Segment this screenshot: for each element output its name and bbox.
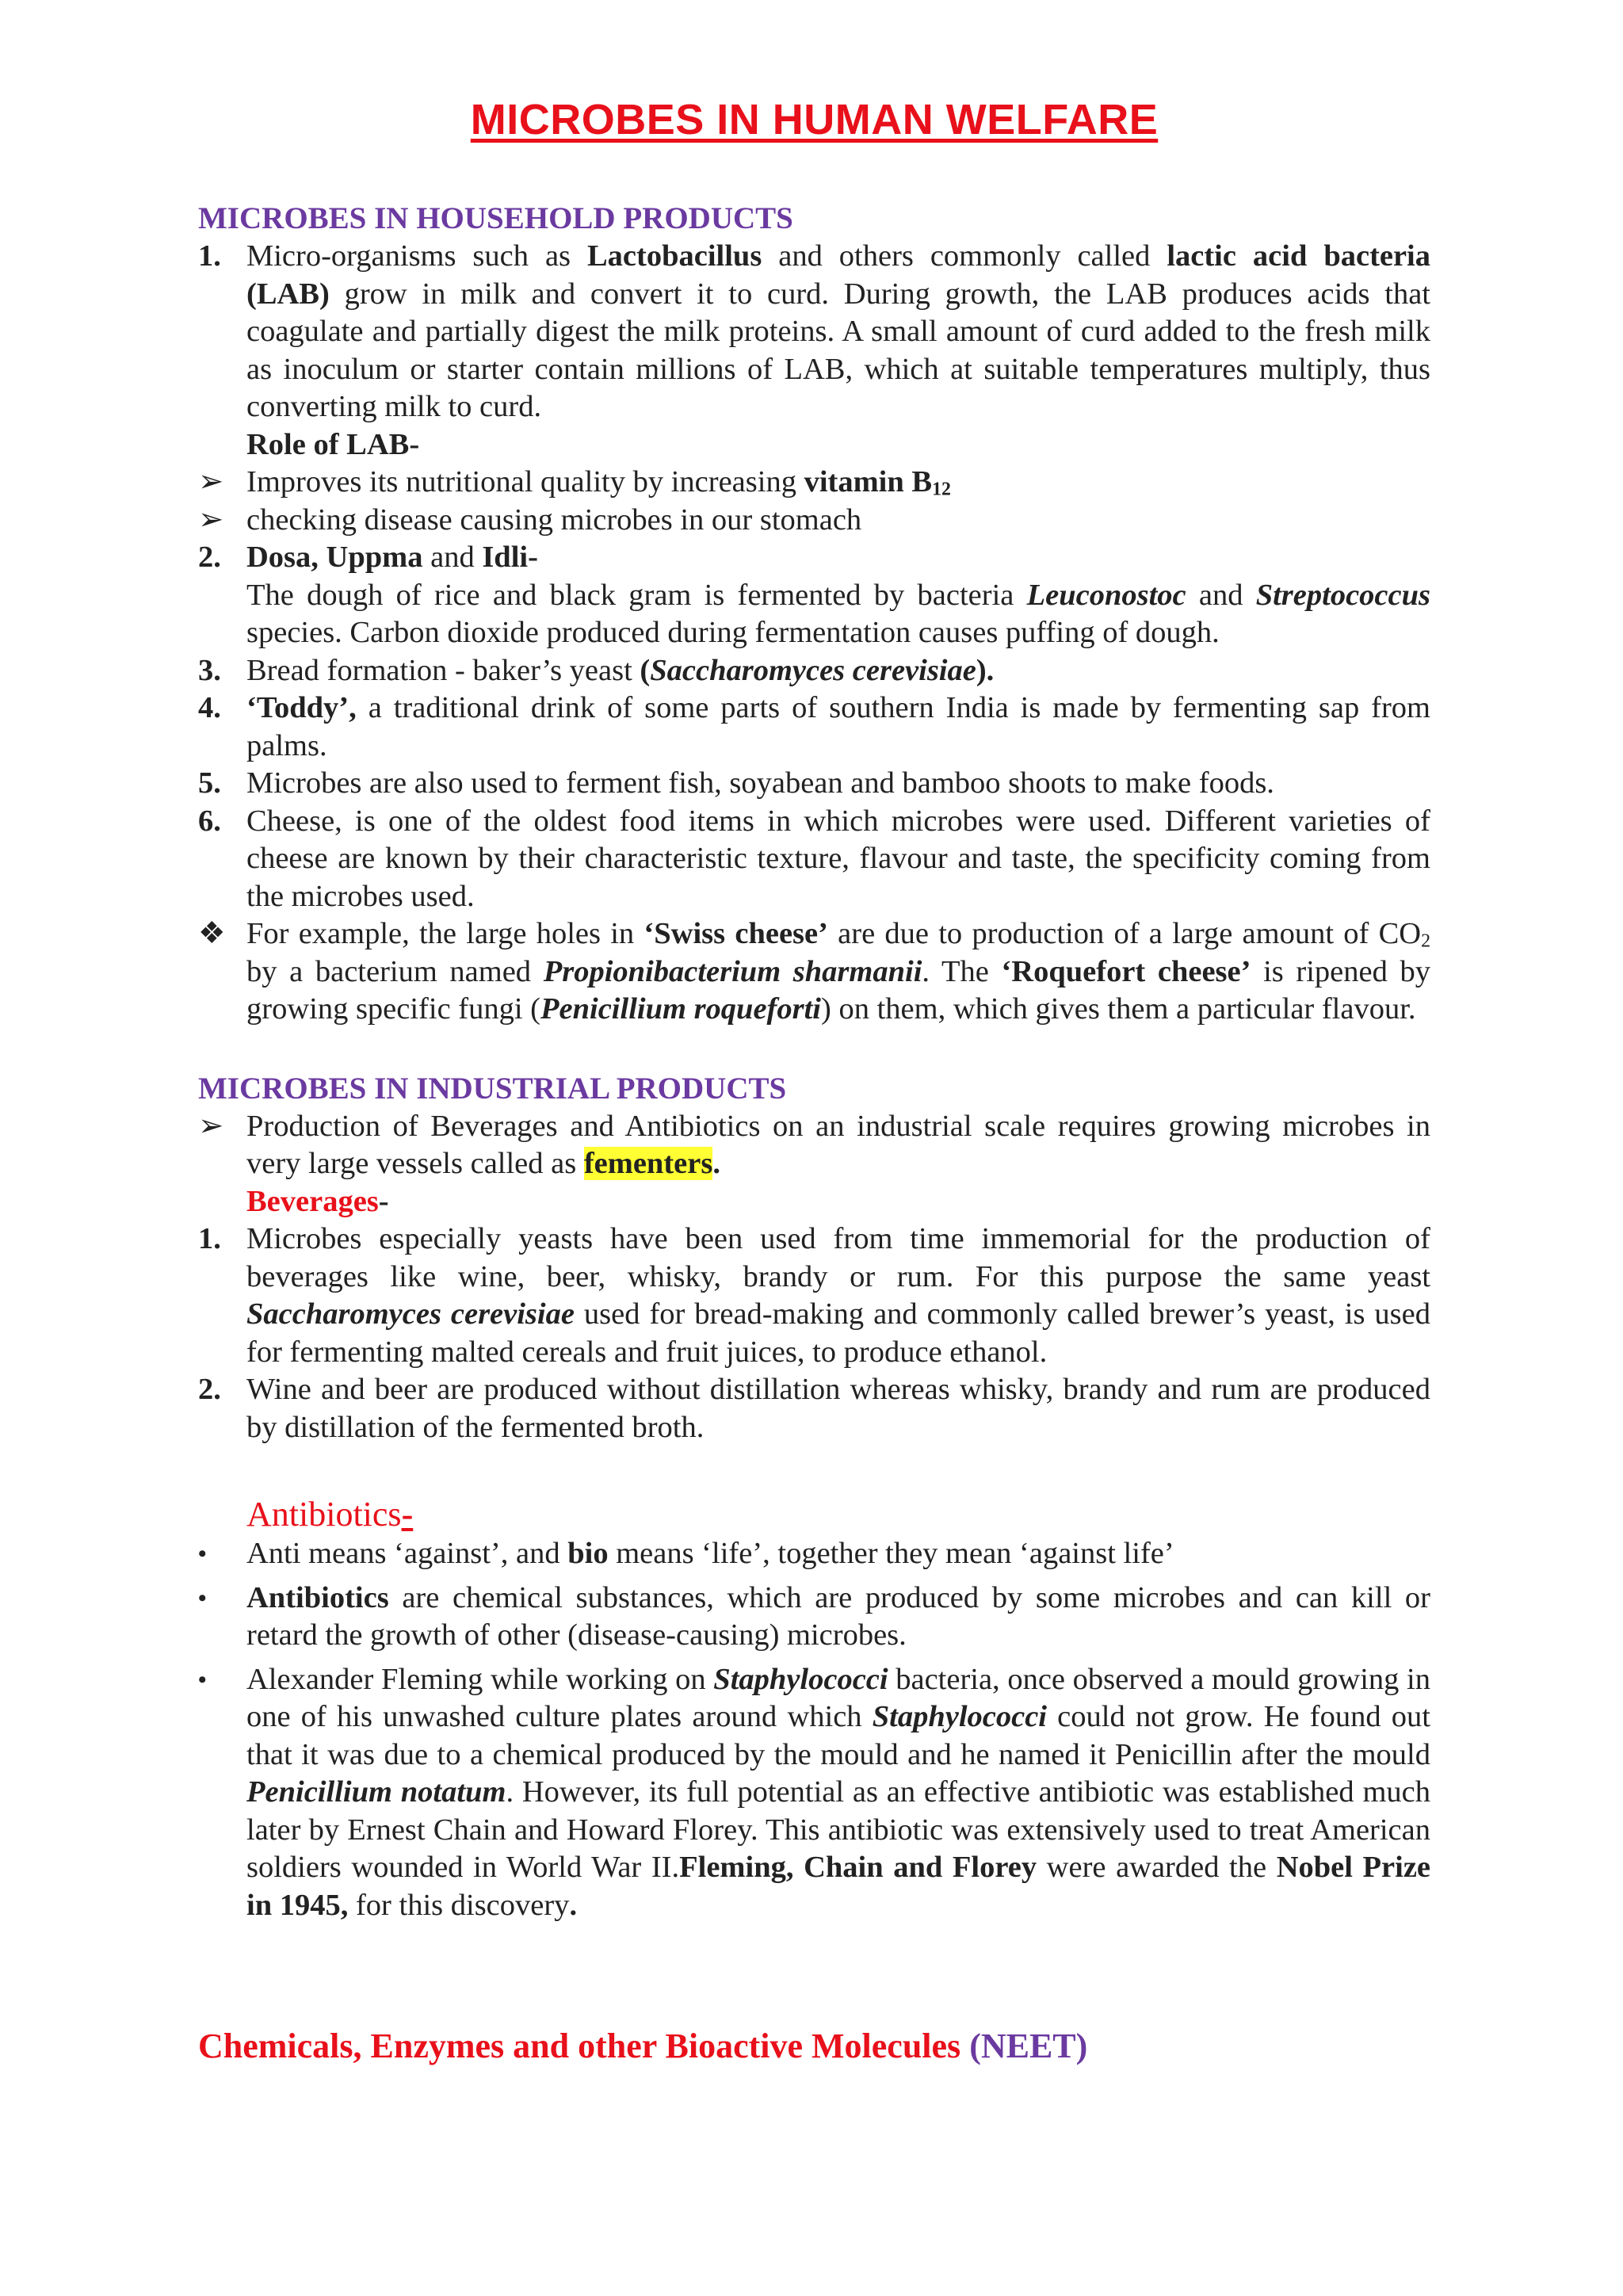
page-title: MICROBES IN HUMAN WELFARE (470, 96, 1159, 143)
antibiotics-heading (198, 1494, 1430, 1535)
text: Anti means ‘against’, and (246, 1537, 568, 1570)
list-item-1 (198, 238, 1430, 426)
bullet-icon: • (198, 1541, 207, 1567)
text: Microbes especially yeasts have been used from time immemorial for the production of beverages like wine, beer, whisky, brandy or rum. For this purpose the same yeast (246, 1222, 1430, 1293)
list-item-role-1 (198, 464, 1430, 502)
text: . (712, 1147, 720, 1180)
list-item-bev-2 (198, 1371, 1430, 1446)
term-leuconostoc: Leuconostoc (1026, 578, 1186, 612)
term-vitamin: vitamin B (804, 465, 933, 499)
highlight-fementers: fementers (583, 1147, 713, 1180)
text: checking disease causing microbes in our stomach (246, 502, 862, 537)
diamond-bullet-icon: ❖ (198, 917, 226, 950)
text: are chemical substances, which are produced by some microbes and can kill or retard the growth of other (disease-causing) microbes. (246, 1580, 1430, 1652)
list-item-bev-1 (198, 1221, 1430, 1371)
term-nobel-prize: Nobel Prize in 1945, (246, 1851, 1431, 1922)
term-idli: Idli- (482, 541, 538, 574)
chemicals-title: Chemicals, Enzymes and other Bioactive Molecules (198, 2027, 970, 2065)
list-item-example (198, 915, 1430, 1029)
text: bacteria, once observed a mould growing in one of his unwashed culture plates around which (246, 1662, 1430, 1733)
document-page (198, 95, 1430, 2067)
text: Production of Beverages and Antibiotics on an industrial scale requires growing microbes in very large vessels called as (246, 1109, 1430, 1180)
term-roquefort-cheese: ‘Roquefort cheese’ (1001, 954, 1251, 988)
text: means ‘life’, together they mean ‘against life’ (608, 1537, 1174, 1570)
text: ) on them, which gives them a particular flavour. (821, 992, 1416, 1026)
text: Alexander Fleming while working on (246, 1662, 714, 1696)
term-saccharomyces: Saccharomyces cerevisiae (650, 653, 976, 687)
list-item-3 (198, 652, 1430, 690)
text: grow in milk and convert it to curd. During growth, the LAB produces acids that coagulate and partially digest the milk proteins. A small amount of curd added to the fresh milk as inoculum or starter contain millions of LAB, which at suitable temperatures multiply, thus converting milk to curd. (246, 277, 1430, 423)
text: could not grow. He found out that it was due to a chemical produced by the mould and he named it Penicillin after the mould (246, 1700, 1430, 1771)
term-swiss-cheese: ‘Swiss cheese’ (643, 917, 828, 950)
paren: ( (640, 653, 651, 687)
text: used for bread-making and commonly called brewer’s yeast, is used for fermenting malted cereals and fruit juices, to produce ethanol. (246, 1297, 1430, 1369)
term-bio: bio (567, 1537, 609, 1570)
term-streptococcus: Streptococcus (1255, 578, 1430, 612)
term-dosa-uppma: Dosa, Uppma (246, 541, 423, 574)
text: The dough of rice and black gram is fermented by bacteria (246, 578, 1027, 612)
text: and (1186, 578, 1256, 612)
item-2-paragraph (198, 577, 1430, 652)
term-penicillium-notatum: Penicillium notatum (246, 1775, 506, 1809)
chemicals-heading (198, 2026, 1430, 2067)
term-lactobacillus: Lactobacillus (586, 239, 762, 273)
term-staphylococci: Staphylococci (713, 1662, 888, 1696)
list-item-5 (198, 765, 1430, 803)
role-of-lab-label: Role of LAB- (246, 427, 420, 461)
dash: - (378, 1184, 389, 1218)
item-number: 1. (198, 1222, 221, 1255)
subscript: 12 (932, 479, 951, 500)
spacer (198, 1029, 1430, 1070)
list-item-industrial-intro (198, 1108, 1430, 1183)
antibiotics-label: Antibiotics (246, 1495, 402, 1534)
text: Cheese, is one of the oldest food items in which microbes were used. Different varieties of cheese are known by their characteristic texture, flavour and taste, the specificity coming from the microbes used. (246, 804, 1430, 913)
text: species. Carbon dioxide produced during fermentation causes puffing of dough. (246, 616, 1220, 649)
term-staphylococci: Staphylococci (872, 1700, 1047, 1733)
list-item-role-2 (198, 502, 1430, 540)
text: is ripened by growing specific fungi ( (246, 954, 1430, 1026)
item-number: 3. (198, 653, 221, 687)
text: for this discovery (348, 1888, 570, 1922)
term-antibiotics: Antibiotics (246, 1580, 389, 1614)
text: Bread formation - baker’s yeast (246, 653, 640, 687)
section-heading-household: MICROBES IN HOUSEHOLD PRODUCTS (198, 201, 793, 235)
beverages-text: Beverages (246, 1184, 379, 1218)
list-item-4 (198, 690, 1430, 765)
item-number: 6. (198, 804, 221, 838)
term-lab: lactic acid bacteria (LAB) (246, 239, 1431, 311)
arrow-bullet-icon: ➢ (198, 465, 224, 499)
list-item-2 (198, 539, 1430, 577)
list-item-anti-1 (198, 1535, 1430, 1573)
section-heading-industrial: MICROBES IN INDUSTRIAL PRODUCTS (198, 1071, 787, 1106)
term-toddy: ‘Toddy’, (246, 691, 357, 724)
item-number: 2. (198, 541, 221, 574)
text: by a bacterium named (246, 954, 544, 988)
term-propionibacterium: Propionibacterium sharmanii (543, 954, 922, 988)
term-penicillium-roqueforti: Penicillium roqueforti (540, 992, 822, 1026)
arrow-bullet-icon: ➢ (198, 1109, 224, 1143)
bullet-icon: • (198, 1666, 207, 1693)
bullet-icon: • (198, 1584, 207, 1611)
subscript: 2 (1421, 930, 1430, 952)
text: Wine and beer are produced without distillation whereas whisky, brandy and rum are produced by distillation of the fermented broth. (246, 1373, 1430, 1444)
list-item-6 (198, 803, 1430, 916)
item-number: 5. (198, 766, 221, 800)
text: were awarded the (1037, 1851, 1277, 1884)
list-item-anti-2 (198, 1580, 1430, 1655)
text: For example, the large holes in (246, 917, 644, 950)
text: . The (922, 954, 1002, 988)
item-number: 2. (198, 1373, 221, 1406)
beverages-label (198, 1183, 1430, 1221)
text: . However, its full potential as an effective antibiotic was established much later by Ernest Chain and Howard Florey. This antibiotic was extensively used to treat American soldiers wounded in World War II. (246, 1775, 1430, 1884)
term-saccharomyces: Saccharomyces cerevisiae (246, 1297, 575, 1331)
dash: - (401, 1495, 414, 1534)
text: Microbes are also used to ferment fish, soyabean and bamboo shoots to make foods. (246, 766, 1274, 800)
text: are due to production of a large amount of CO (827, 917, 1422, 950)
list-item-anti-3 (198, 1661, 1430, 1925)
item-number: 4. (198, 691, 221, 724)
period: . (569, 1888, 578, 1922)
item-number: 1. (198, 239, 221, 273)
text: and others commonly called (762, 239, 1167, 273)
text: and (422, 541, 483, 574)
text: a traditional drink of some parts of southern India is made by fermenting sap from palms. (246, 691, 1430, 762)
paren: ). (976, 653, 995, 687)
arrow-bullet-icon: ➢ (198, 502, 224, 537)
term-fleming-chain-florey: Fleming, Chain and Florey (679, 1851, 1037, 1884)
text: Improves its nutritional quality by increasing (246, 465, 804, 499)
text: Micro-organisms such as (246, 239, 587, 273)
neet-tag: (NEET) (969, 2027, 1088, 2065)
